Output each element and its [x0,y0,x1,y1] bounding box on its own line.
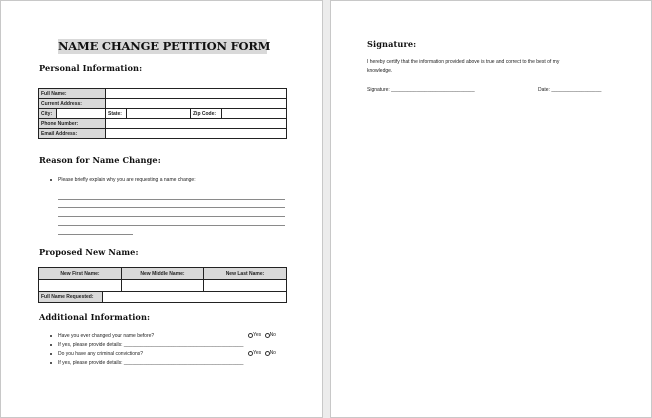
reason-line-3[interactable] [58,216,285,217]
reason-line-5[interactable] [58,234,133,235]
bullet-icon [50,179,52,181]
additional-info-heading: Additional Information: [39,312,151,322]
table-row [39,280,287,292]
bullet-icon [50,353,52,355]
full-name-label: Full Name: [39,89,106,99]
yes-label: Yes [253,332,262,338]
table-row [39,89,287,99]
email-address-label: Email Address: [39,129,106,139]
date-line[interactable]: Date: __________________ [538,87,602,93]
certify-statement-line-2: knowledge. [367,68,393,74]
document-page-2 [330,0,652,418]
document-page-1 [0,0,323,418]
signature-heading: Signature: [367,39,417,49]
reason-line-2[interactable] [58,207,285,208]
q-changed-name-before: Have you ever changed your name before? [58,333,155,339]
state-field[interactable] [127,109,191,119]
phone-number-field[interactable] [106,119,287,129]
table-row [39,268,287,280]
table-row [39,109,287,119]
no-label: No [269,350,276,356]
full-name-field[interactable] [106,89,287,99]
new-last-name-field[interactable] [204,280,287,292]
reason-heading: Reason for Name Change: [39,155,161,165]
current-address-label: Current Address: [39,99,106,109]
proposed-name-heading: Proposed New Name: [39,247,139,257]
personal-info-heading: Personal Information: [39,63,143,73]
table-row [39,119,287,129]
new-first-name-label: New First Name: [39,268,122,280]
personal-info-table [38,88,287,139]
city-label: City: [39,109,57,119]
form-title: NAME CHANGE PETITION FORM [58,39,271,53]
signature-line[interactable]: Signature: ______________________________ [367,87,475,93]
q2-radio-group [248,350,276,356]
table-row [39,99,287,109]
reason-line-1[interactable] [58,199,285,200]
new-last-name-label: New Last Name: [204,268,287,280]
certify-statement-line-1: I hereby certify that the information provided above is true and correct to the best of my [367,59,560,65]
proposed-name-table [38,267,287,303]
bullet-icon [50,362,52,364]
current-address-field[interactable] [106,99,287,109]
reason-prompt: Please briefly explain why you are requesting a name change: [58,177,196,183]
state-label: State: [106,109,127,119]
full-name-requested-label: Full Name Requested: [39,292,103,303]
table-row [39,129,287,139]
email-address-field[interactable] [106,129,287,139]
full-name-requested-field[interactable] [103,292,287,303]
zip-code-field[interactable] [222,109,287,119]
q1-details-line[interactable]: If yes, please provide details: ___________________________________________ [58,342,244,348]
new-middle-name-field[interactable] [122,280,204,292]
city-field[interactable] [57,109,106,119]
phone-number-label: Phone Number: [39,119,106,129]
reason-line-4[interactable] [58,225,285,226]
q1-radio-group [248,332,276,338]
bullet-icon [50,335,52,337]
table-row [39,292,287,303]
q2-details-line[interactable]: If yes, please provide details: ___________________________________________ [58,360,244,366]
no-label: No [269,332,276,338]
new-middle-name-label: New Middle Name: [122,268,204,280]
new-first-name-field[interactable] [39,280,122,292]
zip-code-label: Zip Code: [191,109,222,119]
q-criminal-convictions: Do you have any criminal convictions? [58,351,144,357]
yes-label: Yes [253,350,262,356]
bullet-icon [50,344,52,346]
